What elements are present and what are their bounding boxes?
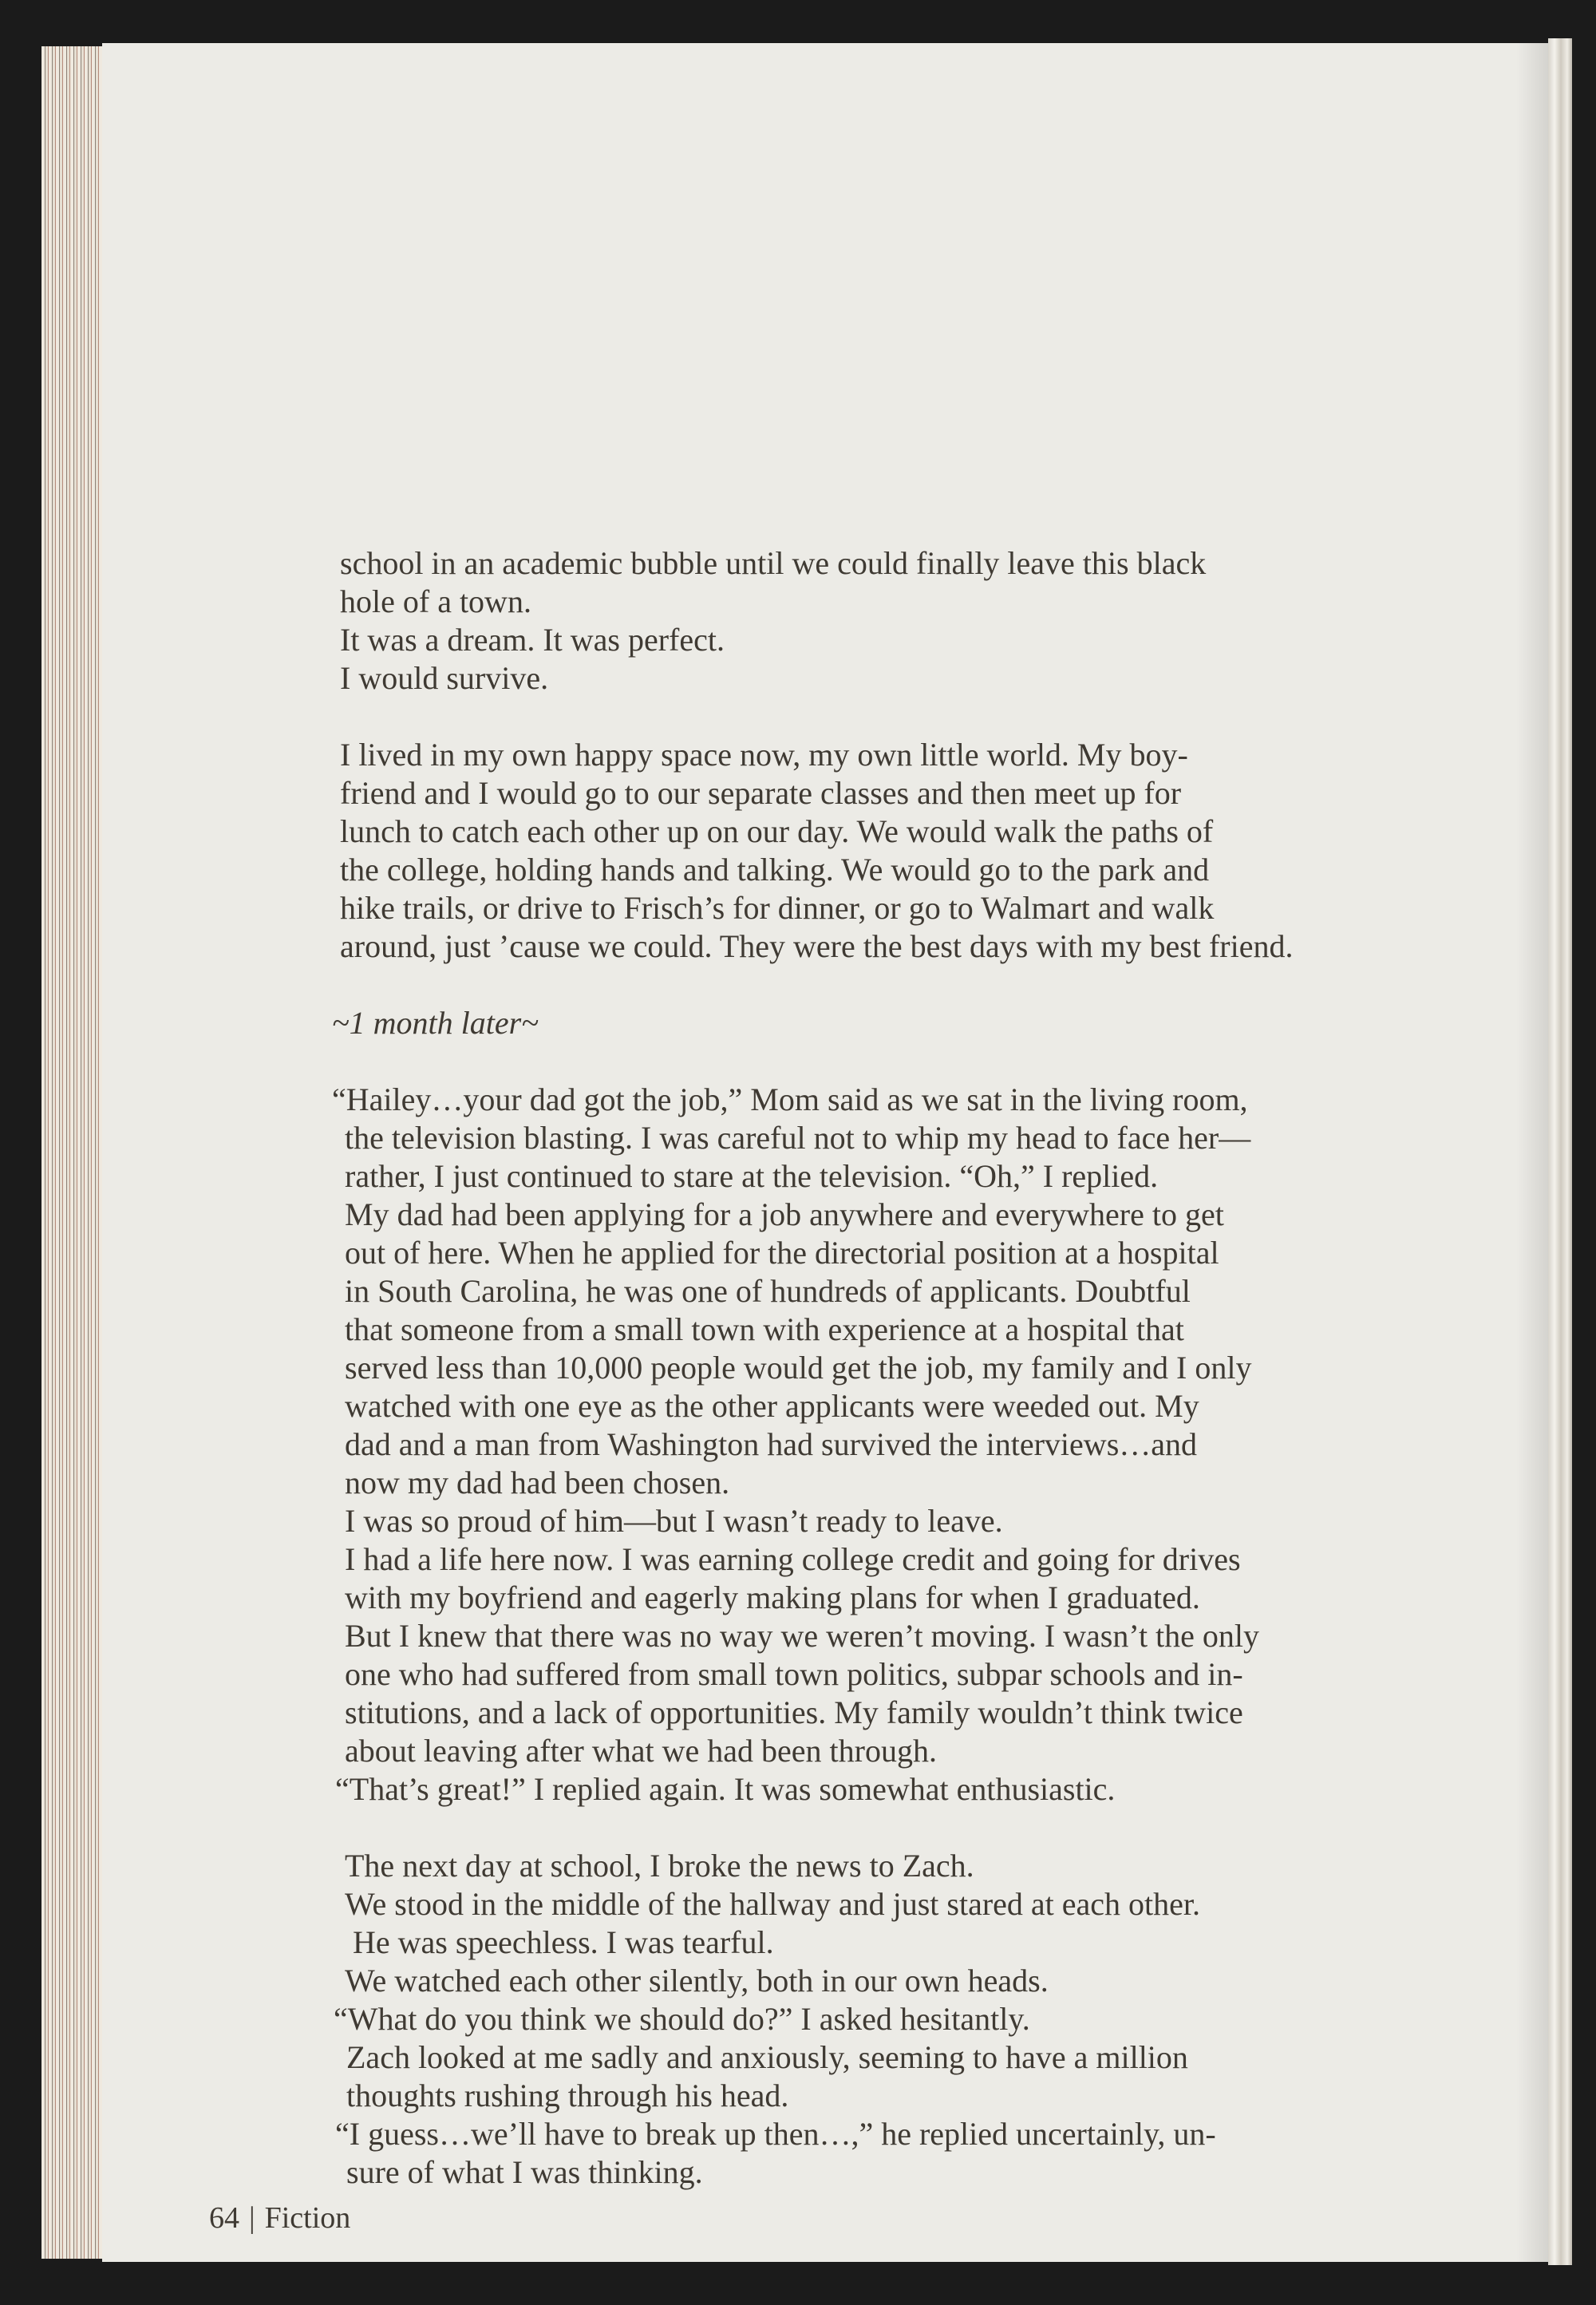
- text-line: Zach looked at me sadly and anxiously, seeming to have a million: [346, 2039, 1188, 2075]
- scene-break-heading: ~1 month later~: [332, 1005, 539, 1041]
- gutter-shadow: [1516, 43, 1548, 2262]
- text-line: “What do you think we should do?” I asked hesitantly.: [334, 2001, 1030, 2037]
- text-line: the television blasting. I was careful not to whip my head to face her—: [345, 1120, 1251, 1156]
- text-line: I had a life here now. I was earning college credit and going for drives: [345, 1541, 1241, 1577]
- text-line: one who had suffered from small town politics, subpar schools and in-: [345, 1656, 1243, 1692]
- page-edges: [41, 46, 104, 2259]
- paragraph-gap: [340, 698, 1377, 736]
- text-line: “I guess…we’ll have to break up then…,” he replied uncertainly, un-: [335, 2116, 1216, 2152]
- paragraph-gap: [340, 1042, 1377, 1081]
- text-line: I would survive.: [340, 660, 549, 696]
- page-number: 64: [209, 2201, 239, 2235]
- text-line: He was speechless. I was tearful.: [353, 1924, 774, 1960]
- text-line: school in an academic bubble until we could finally leave this black: [340, 545, 1207, 581]
- page-footer: [209, 2200, 350, 2236]
- text-line: sure of what I was thinking.: [346, 2154, 703, 2190]
- paragraph-gap: [340, 966, 1377, 1004]
- footer-separator: |: [249, 2201, 255, 2235]
- story-text: [332, 544, 1377, 2192]
- text-line: hole of a town.: [340, 583, 531, 619]
- text-line: We watched each other silently, both in our own heads.: [345, 1963, 1049, 1999]
- text-line: “That’s great!” I replied again. It was somewhat enthusiastic.: [335, 1771, 1116, 1807]
- section-name: Fiction: [264, 2201, 351, 2235]
- text-line: I was so proud of him—but I wasn’t ready to leave.: [345, 1503, 1003, 1539]
- text-line: with my boyfriend and eagerly making plans for when I graduated.: [345, 1579, 1200, 1615]
- text-line: friend and I would go to our separate classes and then meet up for: [340, 775, 1182, 811]
- text-line: It was a dream. It was perfect.: [340, 622, 725, 658]
- text-line: I lived in my own happy space now, my own little world. My boy-: [340, 737, 1188, 773]
- text-line: served less than 10,000 people would get the job, my family and I only: [345, 1350, 1252, 1386]
- text-line: But I knew that there was no way we weren’t moving. I wasn’t the only: [345, 1618, 1260, 1654]
- text-line: My dad had been applying for a job anywhere and everywhere to get: [345, 1196, 1224, 1232]
- text-line: hike trails, or drive to Frisch’s for dinner, or go to Walmart and walk: [340, 890, 1215, 926]
- next-page-edge: [1548, 38, 1572, 2265]
- text-line: now my dad had been chosen.: [345, 1465, 730, 1500]
- text-line: rather, I just continued to stare at the television. “Oh,” I replied.: [345, 1158, 1159, 1194]
- text-line: in South Carolina, he was one of hundreds of applicants. Doubtful: [345, 1273, 1191, 1309]
- text-line: We stood in the middle of the hallway and just stared at each other.: [345, 1886, 1201, 1922]
- text-line: dad and a man from Washington had survived the interviews…and: [345, 1426, 1198, 1462]
- text-line: around, just ’cause we could. They were the best days with my best friend.: [340, 928, 1294, 964]
- text-line: that someone from a small town with experience at a hospital that: [345, 1311, 1184, 1347]
- text-line: The next day at school, I broke the news to Zach.: [345, 1848, 974, 1884]
- paragraph-gap: [340, 1809, 1377, 1847]
- text-line: watched with one eye as the other applicants were weeded out. My: [345, 1388, 1199, 1424]
- text-line: thoughts rushing through his head.: [346, 2078, 789, 2113]
- text-line: about leaving after what we had been through.: [345, 1733, 937, 1769]
- text-line: stitutions, and a lack of opportunities. My family wouldn’t think twice: [345, 1694, 1243, 1730]
- text-line: out of here. When he applied for the directorial position at a hospital: [345, 1235, 1219, 1271]
- text-line: “Hailey…your dad got the job,” Mom said as we sat in the living room,: [332, 1081, 1248, 1117]
- text-line: the college, holding hands and talking. We would go to the park and: [340, 852, 1210, 888]
- text-line: lunch to catch each other up on our day. We would walk the paths of: [340, 813, 1214, 849]
